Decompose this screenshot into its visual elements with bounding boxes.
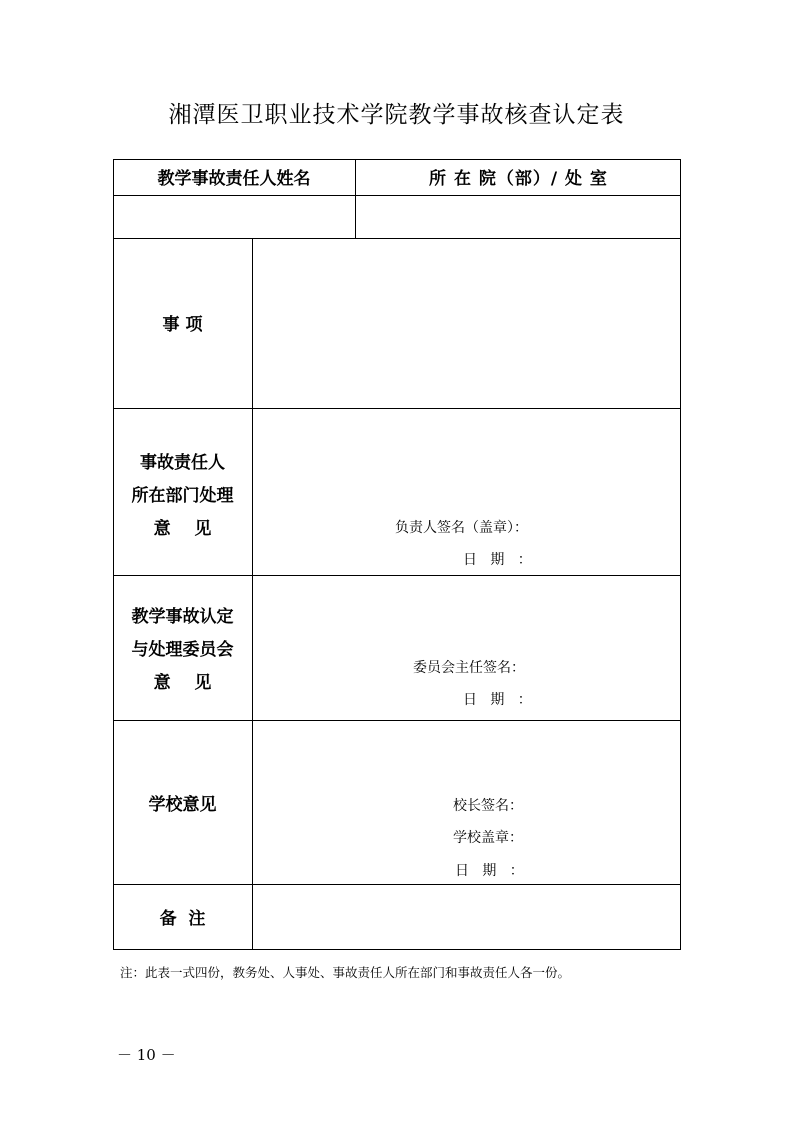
divider (113, 408, 681, 409)
committee-label-2: 与处理委员会 (131, 640, 234, 660)
remarks-field[interactable] (253, 885, 680, 949)
divider (113, 575, 681, 576)
matter-field[interactable] (253, 239, 680, 408)
dept-opinion-label-3: 意 见 (153, 519, 212, 539)
dept-header: 所 在 院（部）/ 处 室 (429, 169, 608, 189)
dept-field[interactable] (356, 196, 680, 238)
dept-opinion-label-2: 所在部门处理 (131, 486, 234, 506)
dept-date-label: 日 期 ： (463, 552, 532, 568)
form-title: 湘潭医卫职业技术学院教学事故核查认定表 (168, 102, 625, 128)
page-number: － 10 － (117, 1046, 176, 1064)
committee-date-label: 日 期 ： (463, 692, 532, 708)
name-field[interactable] (114, 196, 355, 238)
school-seal-label: 学校盖章： (453, 830, 523, 846)
footnote: 注：此表一式四份，教务处、人事处、事故责任人所在部门和事故责任人各一份。 (120, 965, 571, 980)
school-date-label: 日 期 ： (455, 863, 524, 879)
dept-signature-label: 负责人签名（盖章）： (395, 520, 528, 536)
divider (113, 720, 681, 721)
president-sign-label: 校长签名： (453, 798, 523, 814)
school-opinion-label: 学校意见 (148, 795, 217, 815)
matter-label: 事 项 (162, 315, 203, 335)
committee-label-3: 意 见 (153, 673, 212, 693)
committee-label-1: 教学事故认定 (131, 607, 234, 627)
committee-signature-label: 委员会主任签名： (413, 660, 525, 676)
name-header: 教学事故责任人姓名 (157, 169, 311, 189)
dept-opinion-label-1: 事故责任人 (140, 453, 225, 473)
remarks-label: 备 注 (159, 909, 206, 929)
